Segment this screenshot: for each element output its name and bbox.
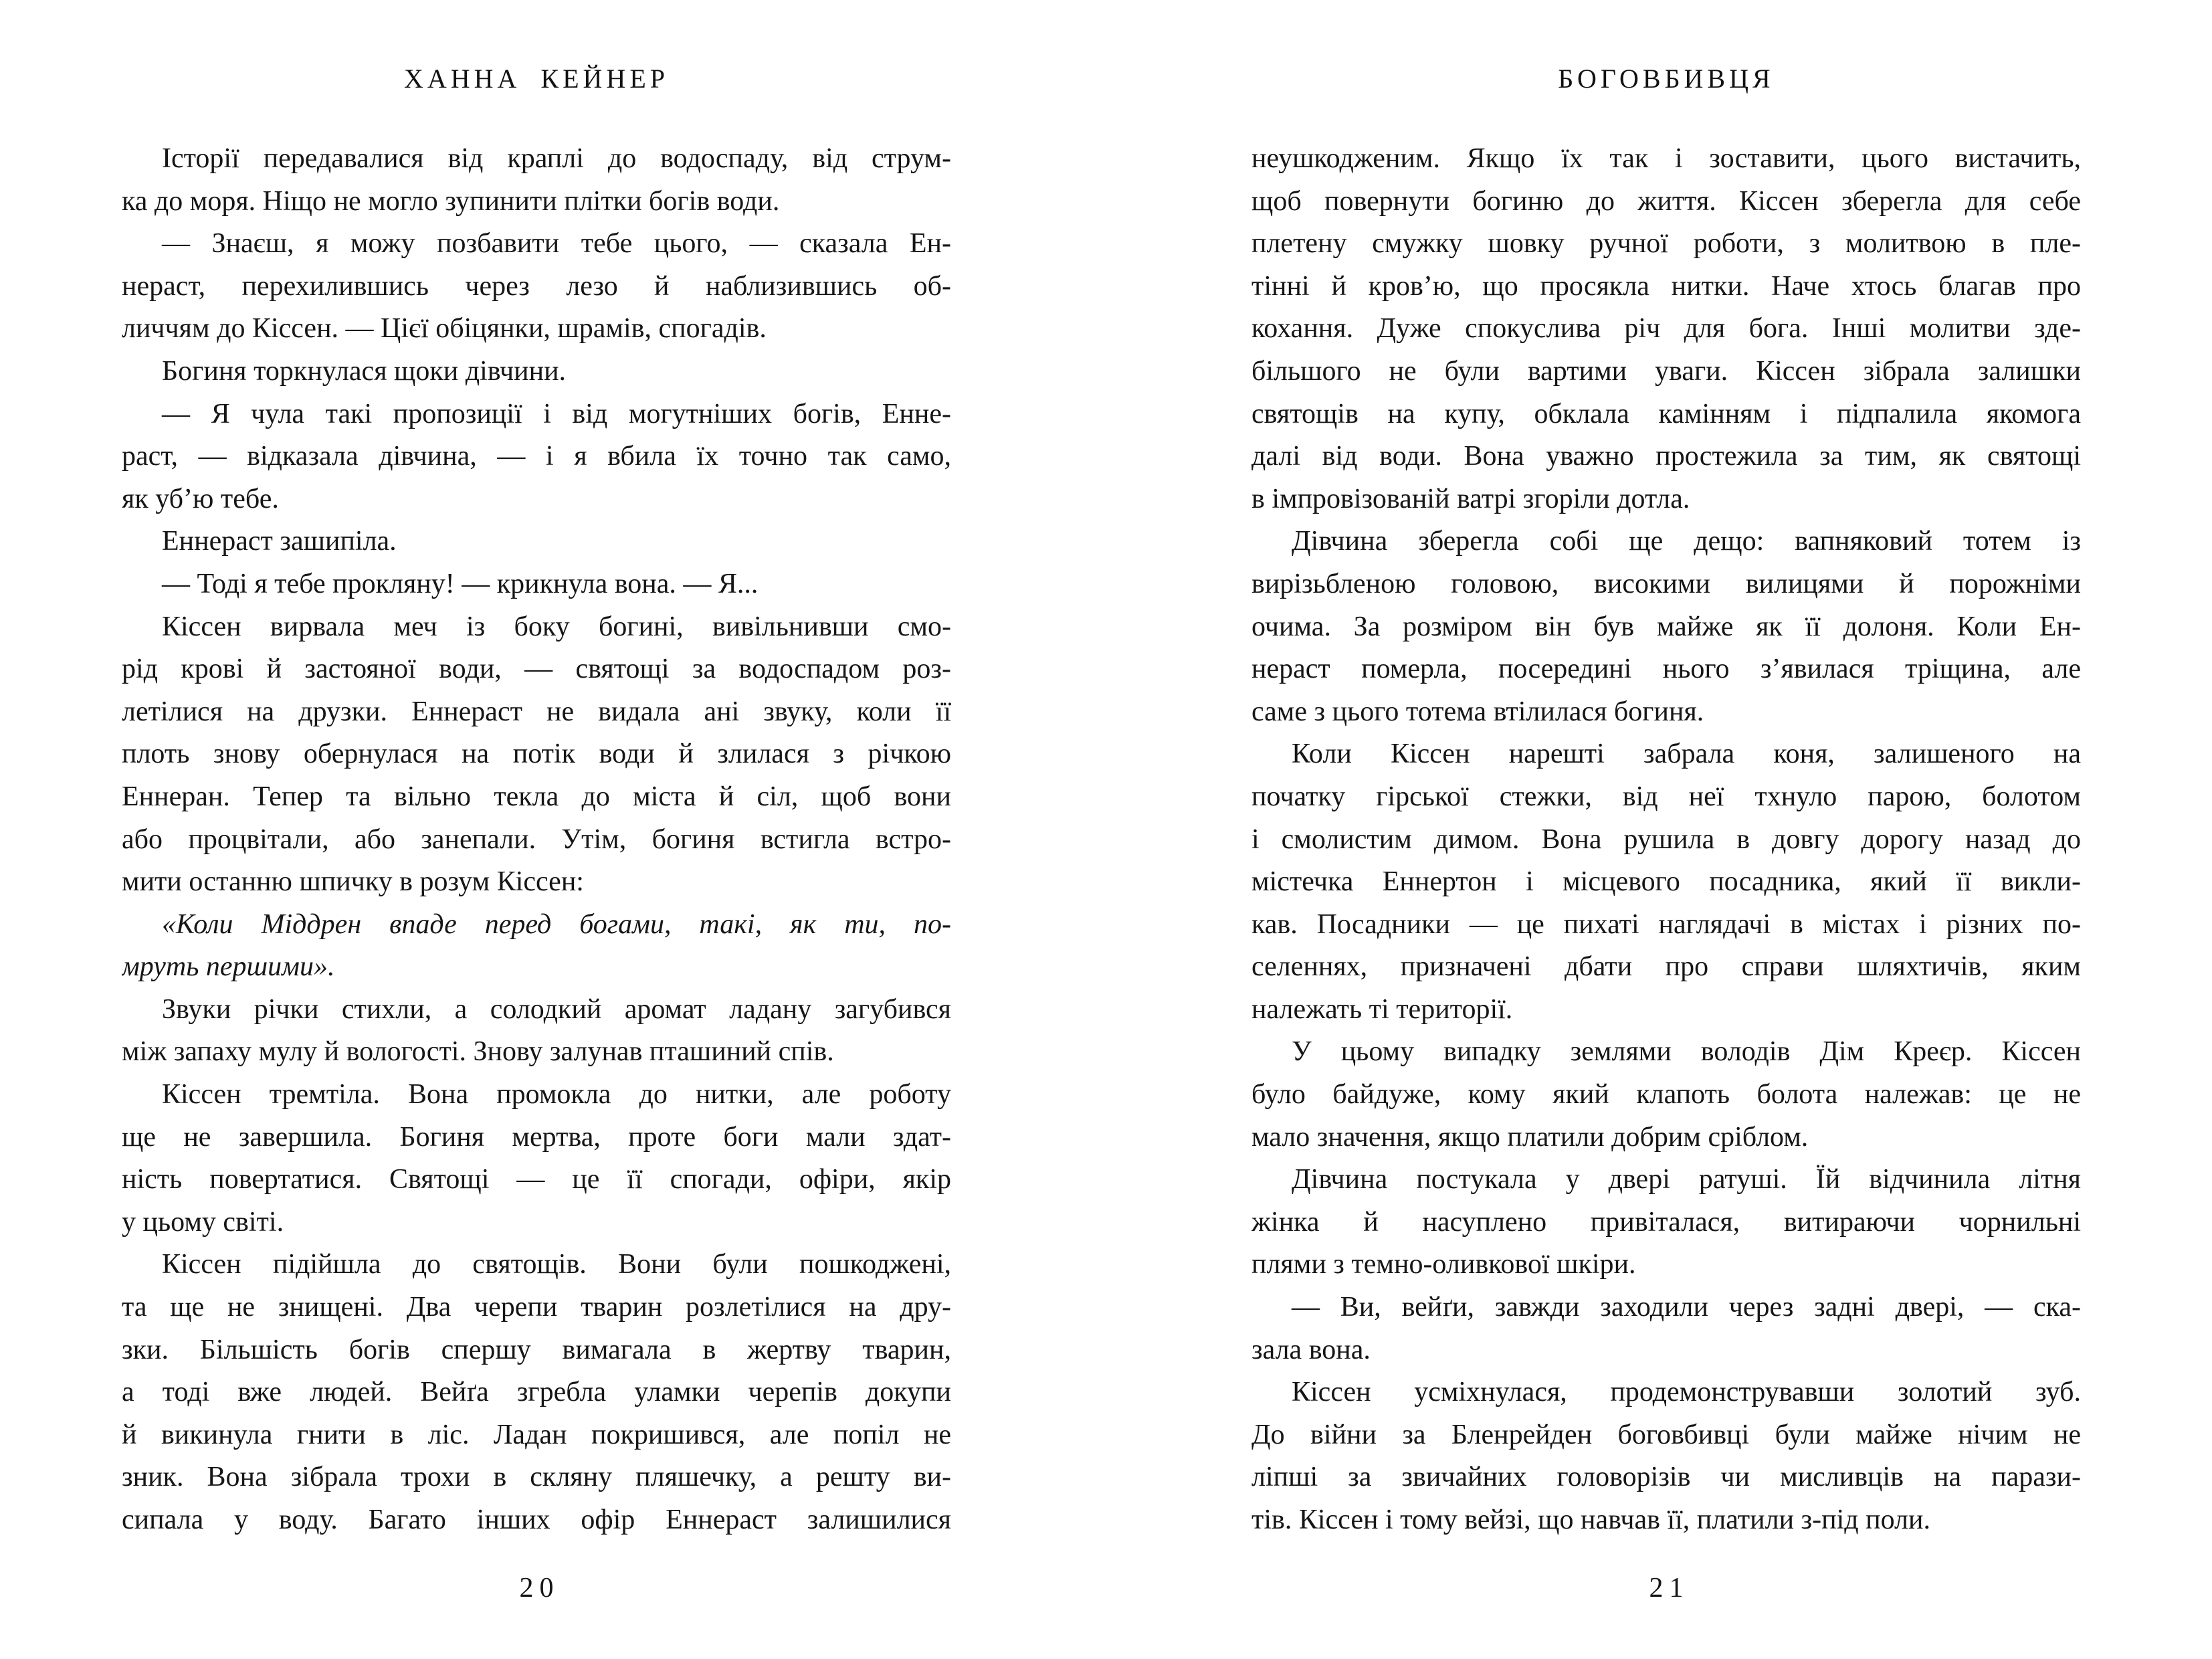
text-line: мало значення, якщо платили добрим сріблом. <box>1251 1121 1809 1153</box>
text-line: Еннераст зашипіла. <box>162 526 397 557</box>
text-line: Кіссен підійшла до святощів. Вони були пошкоджені, <box>162 1249 951 1280</box>
text-line: тів. Кіссен і тому вейзі, що навчав її, платили з-під поли. <box>1251 1504 1930 1535</box>
text-line: тінні й кров’ю, що просякла нитки. Наче хтось благав про <box>1251 270 2081 302</box>
text-line: Кіссен вирвала меч із боку богині, вивільнивши смо- <box>162 611 951 642</box>
text-line: кохання. Дуже спокуслива річ для бога. Інші молитви зде- <box>1251 313 2081 345</box>
text-line: У цьому випадку землями володів Дім Креєр. Кіссен <box>1292 1036 2081 1068</box>
text-line: ка до моря. Ніщо не могло зупинити плітки богів води. <box>122 185 780 217</box>
text-line: — Тоді я тебе прокляну! — крикнула вона. — Я... <box>162 568 759 599</box>
page-number-21: 21 <box>1649 1573 1690 1603</box>
text-line: нераст, перехилившись через лезо й наблизившись об- <box>122 270 951 302</box>
text-line: неушкодженим. Якщо їх так і зоставити, цього вистачить, <box>1251 143 2081 174</box>
text-line: личчям до Кіссен. — Цієї обіцянки, шрамів, спогадів. <box>122 313 767 345</box>
text-line: нераст померла, посередині нього з’явилася тріщина, але <box>1251 654 2081 685</box>
text-line: Історії передавалися від краплі до водоспаду, від струм- <box>162 143 951 174</box>
text-line: зник. Вона зібрала трохи в скляну пляшечку, а решту ви- <box>122 1462 951 1493</box>
text-line: у цьому світі. <box>122 1206 284 1238</box>
text-line: Кіссен тремтіла. Вона промокла до нитки, але роботу <box>162 1079 951 1110</box>
text-line: мити останню шпичку в розум Кіссен: <box>122 866 584 898</box>
text-line: «Коли Міддрен впаде перед богами, такі, як ти, по- <box>162 908 951 940</box>
text-line: — Я чула такі пропозиції і від могутніших богів, Енне- <box>162 398 951 429</box>
text-line: рід крові й застояної води, — святощі за водоспадом роз- <box>122 654 951 685</box>
text-line: а тоді вже людей. Вейґа згребла уламки черепів докупи <box>122 1377 951 1408</box>
text-line: очима. За розміром він був майже як її долоня. Коли Ен- <box>1251 611 2081 642</box>
text-line: початку гірської стежки, від неї тхнуло парою, болотом <box>1251 781 2081 812</box>
text-line: як уб’ю тебе. <box>122 483 279 514</box>
text-line: містечка Еннертон і місцевого посадника, який її викли- <box>1251 866 2081 898</box>
text-line: ність повертатися. Святощі — це її спогади, офіри, якір <box>122 1164 951 1195</box>
text-line: вирізьбленою головою, високими вилицями й порожніми <box>1251 568 2081 599</box>
text-line: й викинула гнити в ліс. Ладан покришився, але попіл не <box>122 1419 951 1450</box>
text-line: в імпровізованій ватрі згоріли дотла. <box>1251 483 1690 514</box>
text-line: Дівчина постукала у двері ратуші. Їй відчинила літня <box>1292 1164 2081 1195</box>
text-line: плетену смужку шовку ручної роботи, з молитвою в пле- <box>1251 228 2081 260</box>
text-line: Дівчина зберегла собі ще дещо: вапняковий тотем із <box>1292 526 2081 557</box>
text-line: ще не завершила. Богиня мертва, проте боги мали здат- <box>122 1121 951 1153</box>
text-line: летілися на друзки. Еннераст не видала ані звуку, коли її <box>122 696 951 727</box>
text-line: кав. Посадники — це пихаті наглядачі в містах і різних по- <box>1251 908 2081 940</box>
text-line: плоть знову обернулася на потік води й злилася з річкою <box>122 739 951 770</box>
text-line: Богиня торкнулася щоки дівчини. <box>162 355 567 387</box>
text-line: було байдуже, кому який клапоть болота належав: це не <box>1251 1079 2081 1110</box>
text-line: — Знаєш, я можу позбавити тебе цього, — сказала Ен- <box>162 228 951 260</box>
page-20-text-column <box>122 138 951 1542</box>
text-line: раст, — відказала дівчина, — і я вбила їх точно так само, <box>122 441 951 472</box>
text-line: жінка й насуплено привіталася, витираючи чорнильні <box>1251 1206 2081 1238</box>
text-line: Кіссен усміхнулася, продемонструвавши золотий зуб. <box>1292 1377 2081 1408</box>
text-line: і смолистим димом. Вона рушила в довгу дорогу назад до <box>1251 823 2081 855</box>
text-line: Коли Кіссен нарешті забрала коня, залишеного на <box>1292 739 2081 770</box>
page-number-20: 20 <box>519 1573 560 1603</box>
page-21 <box>1106 0 2212 1659</box>
text-line: мруть першими». <box>122 951 335 983</box>
text-line: зки. Більшість богів спершу вимагала в жертву тварин, <box>122 1334 951 1365</box>
page-21-text-column <box>1251 138 2081 1542</box>
text-line: ліпші за звичайних головорізів чи мисливців на парази- <box>1251 1462 2081 1493</box>
text-line: щоб повернути богиню до життя. Кіссен зберегла для себе <box>1251 185 2081 217</box>
text-line: або процвітали, або занепали. Утім, богиня встигла встро- <box>122 823 951 855</box>
text-line: сипала у воду. Багато інших офір Еннераст залишилися <box>122 1504 951 1535</box>
text-line: між запаху мулу й вологості. Знову залунав пташиний спів. <box>122 1036 834 1068</box>
text-line: плями з темно-оливкової шкіри. <box>1251 1249 1636 1280</box>
text-line: належать ті території. <box>1251 993 1513 1025</box>
text-line: До війни за Бленрейден боговбивці були майже нічим не <box>1251 1419 2081 1450</box>
text-line: Звуки річки стихли, а солодкий аромат ладану загубився <box>162 993 951 1025</box>
text-line: та ще не знищені. Два черепи тварин розлетілися на дру- <box>122 1292 951 1323</box>
running-head-author: ХАННА КЕЙНЕР <box>404 64 669 94</box>
text-line: селеннях, призначені дбати про справи шляхтичів, яким <box>1251 951 2081 983</box>
text-line: — Ви, вейґи, завжди заходили через задні двері, — ска- <box>1292 1292 2081 1323</box>
text-line: Еннеран. Тепер та вільно текла до міста й сіл, щоб вони <box>122 781 951 812</box>
running-head-book-title: БОГОВБИВЦЯ <box>1558 64 1775 94</box>
text-line: більшого не були вартими уваги. Кіссен зібрала залишки <box>1251 355 2081 387</box>
text-line: святощів на купу, обклала камінням і підпалила якомога <box>1251 398 2081 429</box>
text-line: далі від води. Вона уважно простежила за тим, як святощі <box>1251 441 2081 472</box>
text-line: зала вона. <box>1251 1334 1371 1365</box>
text-line: саме з цього тотема втілилася богиня. <box>1251 696 1704 727</box>
